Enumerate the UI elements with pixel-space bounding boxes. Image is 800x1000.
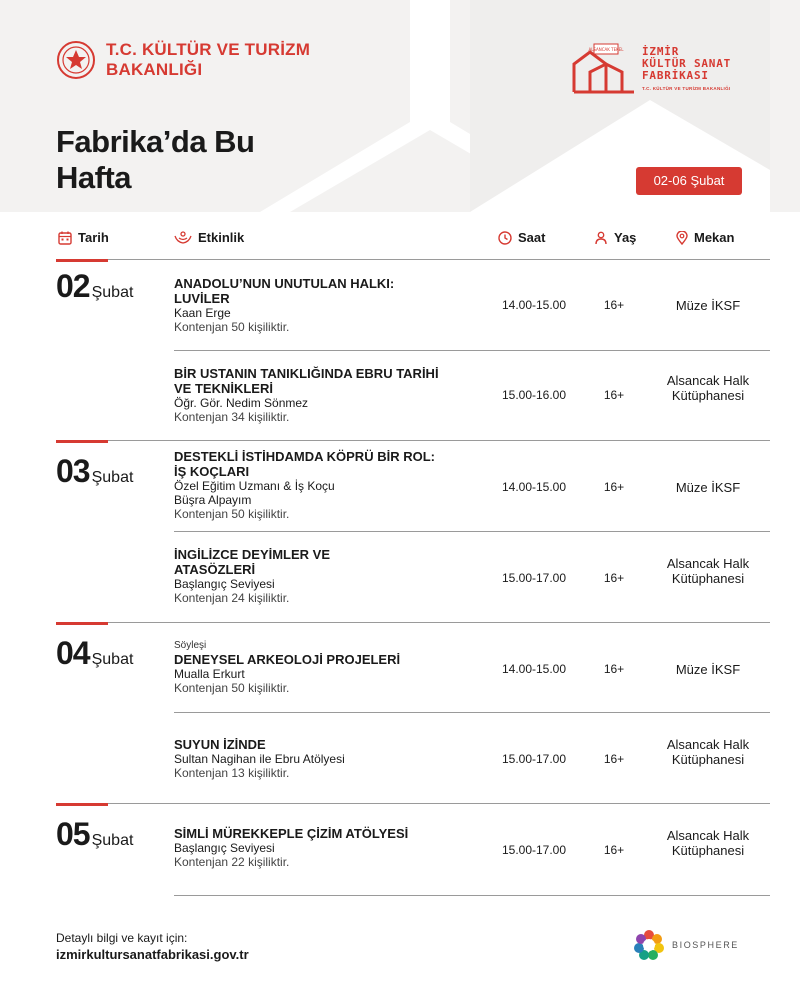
clock-icon: [498, 231, 512, 245]
event-title: İNGİLİZCE DEYİMLER VE ATASÖZLERİ: [174, 547, 331, 577]
event-quota: Kontenjan 24 kişiliktir.: [174, 591, 290, 605]
event-quota: Kontenjan 50 kişiliktir.: [174, 681, 290, 695]
event-speaker: Kaan Erge: [174, 306, 231, 320]
location-pin-icon: [676, 231, 688, 245]
event-age: 16+: [603, 843, 625, 857]
fabrika-name: İZMİR KÜLTÜR SANAT FABRİKASI T.C. KÜLTÜR VE TURİZM BAKANLIĞI: [642, 46, 752, 91]
column-yas: Yaş: [594, 230, 636, 245]
event-title: SUYUN İZİNDE: [174, 737, 266, 752]
event-speaker: Sultan Nagihan ile Ebru Atölyesi: [174, 752, 345, 766]
day-block-05: [56, 806, 770, 896]
event-speaker: Başlangıç Seviyesi: [174, 577, 275, 591]
day-accent-bar: [56, 440, 108, 443]
event-age: 16+: [603, 298, 625, 312]
day-month: Şubat: [91, 469, 134, 486]
biosphere-icon: [632, 928, 666, 962]
event-venue: Müze İKSF: [675, 662, 741, 677]
event-age: 16+: [603, 480, 625, 494]
day-label: [56, 453, 133, 490]
event-row: [174, 826, 770, 886]
event-speaker: Öğr. Gör. Nedim Sönmez: [174, 396, 309, 410]
day-accent-bar: [56, 622, 108, 625]
event-title: DESTEKLİ İSTİHDAMDA KÖPRÜ BİR ROL: İŞ KOÇLARI: [174, 449, 435, 479]
ministry-name: T.C. KÜLTÜR VE TURİZM BAKANLIĞI: [106, 40, 311, 79]
header-divider: [56, 259, 770, 260]
day-block-04: [56, 625, 770, 805]
fabrika-subtitle: T.C. KÜLTÜR VE TURİZM BAKANLIĞI: [642, 86, 731, 91]
event-title: DENEYSEL ARKEOLOJİ PROJELERİ: [174, 652, 401, 667]
website-link[interactable]: izmirkultursanatfabrikasi.gov.tr: [56, 947, 249, 962]
person-icon: [594, 231, 608, 245]
event-quota: Kontenjan 50 kişiliktir.: [174, 320, 290, 334]
event-venue: Müze İKSF: [675, 298, 741, 313]
event-row: [174, 276, 770, 352]
column-tarih: Tarih: [58, 230, 109, 245]
event-venue: Müze İKSF: [675, 480, 741, 495]
day-label: [56, 268, 133, 305]
event-title: BİR USTANIN TANIKLIĞINDA EBRU TARİHİ VE TEKNİKLERİ: [174, 366, 439, 396]
event-age: 16+: [603, 662, 625, 676]
event-time: 14.00-15.00: [501, 480, 567, 494]
event-venue: Alsancak Halk Kütüphanesi: [666, 737, 750, 767]
day-number: 03: [56, 453, 90, 489]
event-row: [174, 547, 770, 623]
day-divider: [56, 803, 770, 804]
day-label: [56, 635, 133, 672]
event-quota: Kontenjan 22 kişiliktir.: [174, 855, 290, 869]
event-time: 15.00-16.00: [501, 388, 567, 402]
column-etkinlik: Etkinlik: [174, 230, 244, 245]
row-divider: [174, 350, 770, 351]
footer-label: Detaylı bilgi ve kayıt için:: [56, 931, 188, 945]
day-month: Şubat: [91, 832, 134, 849]
hands-people-icon: [174, 231, 192, 245]
event-time: 15.00-17.00: [501, 843, 567, 857]
event-row: [174, 639, 770, 715]
event-time: 15.00-17.00: [501, 752, 567, 766]
day-block-03: [56, 443, 770, 623]
event-speaker: Başlangıç Seviyesi: [174, 841, 275, 855]
event-venue: Alsancak Halk Kütüphanesi: [666, 828, 750, 858]
biosphere-logo: [632, 928, 739, 962]
event-speaker: Özel Eğitim Uzmanı & İş Koçu Büşra Alpayım: [174, 479, 335, 507]
day-divider: [56, 440, 770, 441]
page-title: Fabrika’da Bu Hafta: [56, 124, 255, 195]
day-number: 04: [56, 635, 90, 671]
day-month: Şubat: [91, 651, 134, 668]
day-month: Şubat: [91, 284, 134, 301]
column-mekan: Mekan: [676, 230, 734, 245]
event-row: [174, 737, 770, 805]
event-venue: Alsancak Halk Kütüphanesi: [666, 556, 750, 586]
hero-banner: [0, 0, 800, 212]
event-venue: Alsancak Halk Kütüphanesi: [666, 373, 750, 403]
event-row: [174, 449, 770, 531]
event-row: [174, 366, 770, 442]
fabrika-logo: [572, 42, 752, 96]
day-number: 05: [56, 816, 90, 852]
ministry-logo: [56, 40, 366, 80]
day-divider: [56, 622, 770, 623]
event-title: SİMLİ MÜREKKEPLE ÇİZİM ATÖLYESİ: [174, 826, 409, 841]
day-number: 02: [56, 268, 90, 304]
day-accent-bar: [56, 803, 108, 806]
date-range-badge: 02-06 Şubat: [636, 167, 742, 195]
event-quota: Kontenjan 34 kişiliktir.: [174, 410, 290, 424]
fabrika-tag: ALSANCAK TEKEL: [588, 47, 624, 52]
event-speaker: Mualla Erkurt: [174, 667, 245, 681]
event-title: ANADOLU’NUN UNUTULAN HALKI: LUVİLER: [174, 276, 395, 306]
calendar-icon: [58, 231, 72, 245]
event-age: 16+: [603, 752, 625, 766]
row-divider: [174, 531, 770, 532]
footer-info: [56, 930, 249, 964]
event-time: 15.00-17.00: [501, 571, 567, 585]
event-time: 14.00-15.00: [501, 662, 567, 676]
day-label: [56, 816, 133, 853]
table-header: [56, 230, 770, 250]
row-divider: [174, 712, 770, 713]
biosphere-label: BIOSPHERE: [672, 940, 739, 950]
event-type: Söyleşi: [174, 640, 207, 651]
event-time: 14.00-15.00: [501, 298, 567, 312]
day-accent-bar: [56, 259, 108, 262]
event-age: 16+: [603, 388, 625, 402]
day-block-02: [56, 262, 770, 442]
column-saat: Saat: [498, 230, 545, 245]
event-quota: Kontenjan 50 kişiliktir.: [174, 507, 290, 521]
fabrika-building-icon: [572, 42, 636, 96]
event-age: 16+: [603, 571, 625, 585]
ministry-emblem-icon: [56, 40, 96, 80]
event-quota: Kontenjan 13 kişiliktir.: [174, 766, 290, 780]
row-divider: [174, 895, 770, 896]
